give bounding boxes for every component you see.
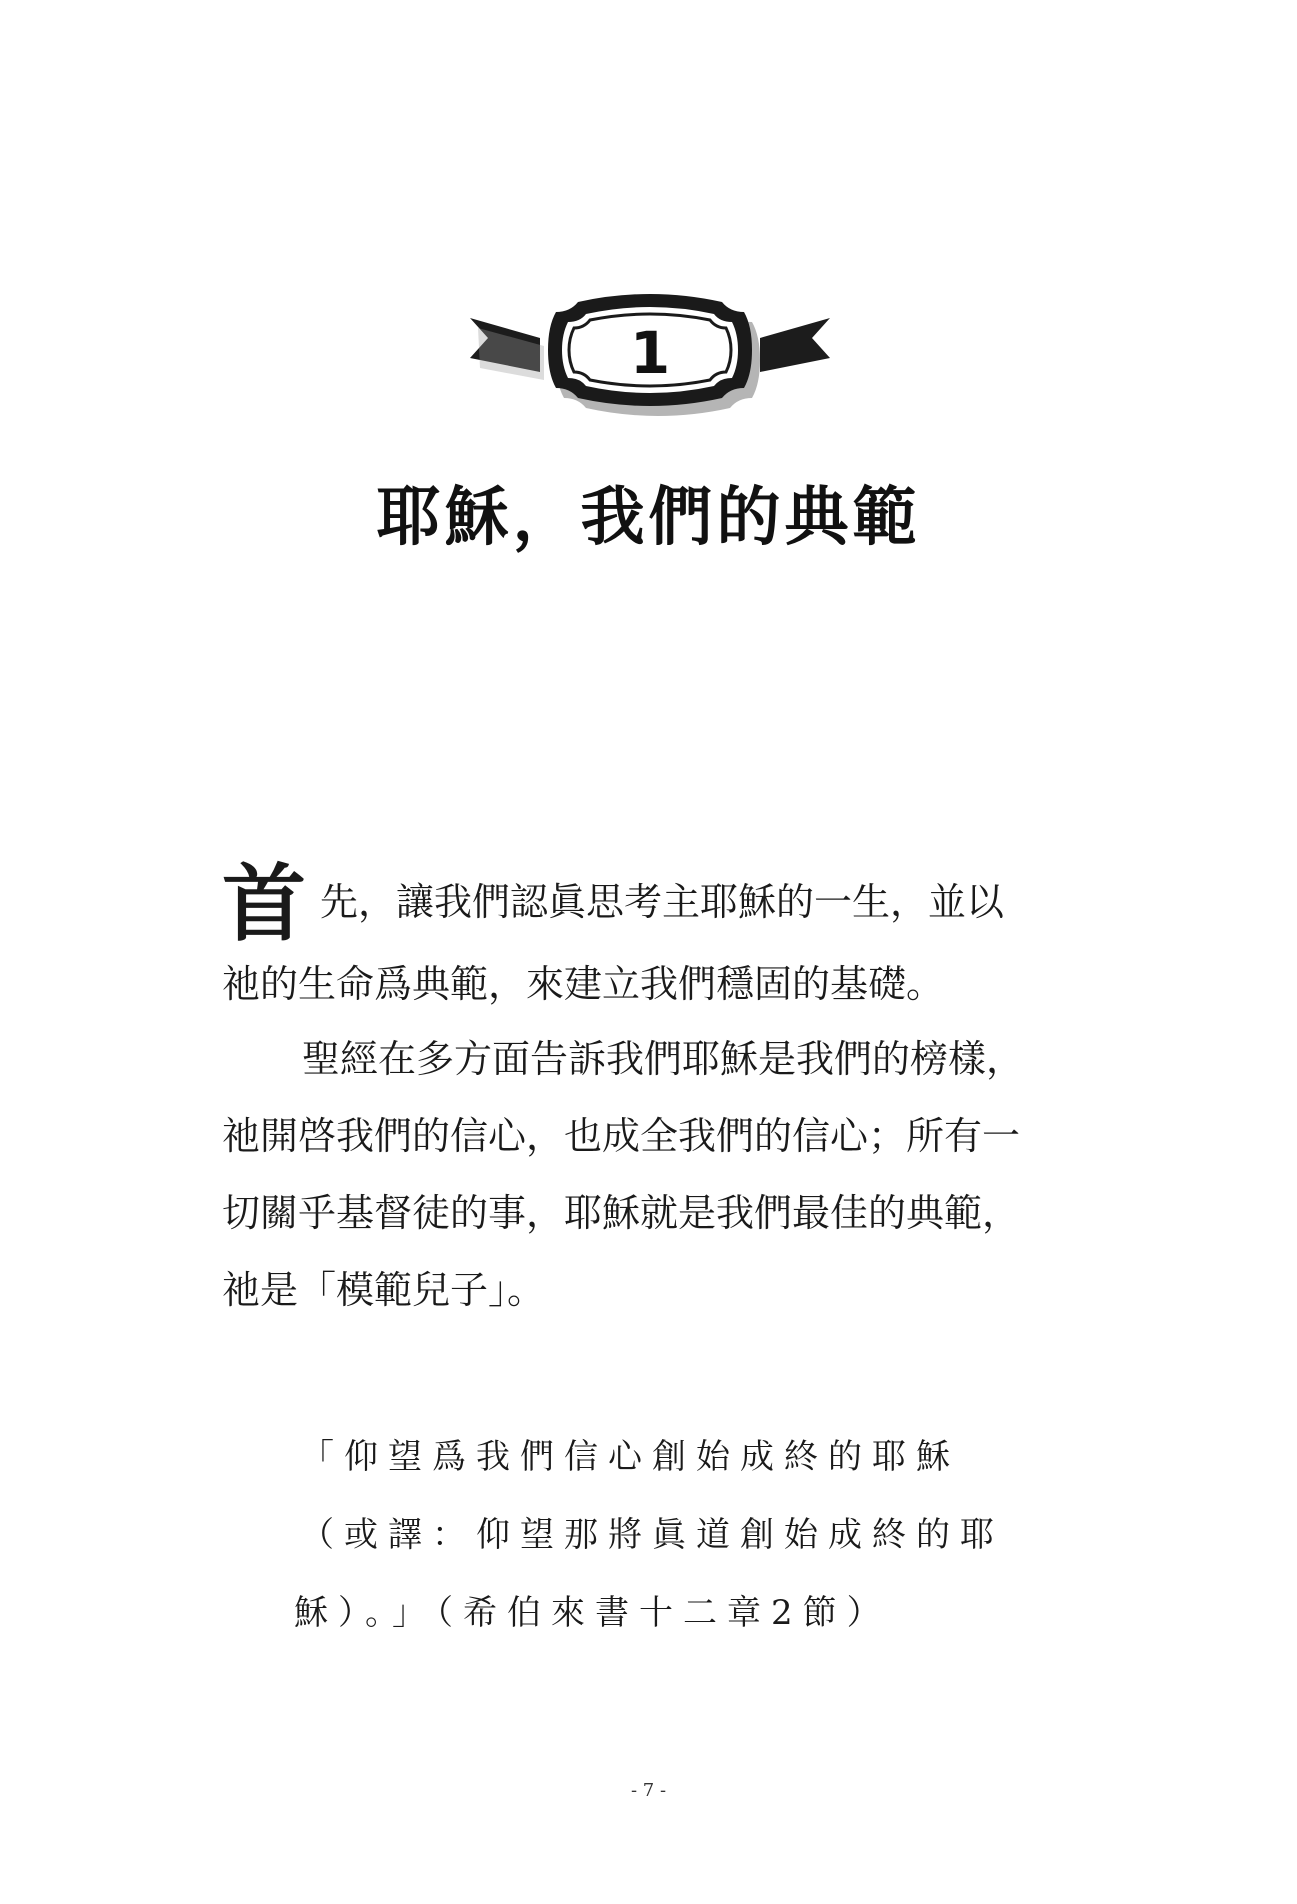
paragraph-1-line-1: 先，讓我們認眞思考主耶穌的一生，並以 — [320, 880, 1005, 924]
paragraph-2-line-2: 祂開啓我們的信心，也成全我們的信心；所有一 — [222, 1114, 1021, 1158]
paragraph-1 — [222, 854, 1092, 1023]
scripture-quote — [294, 1418, 1020, 1652]
chapter-number: 1 — [629, 319, 671, 387]
page-number: - 7 - — [630, 1780, 667, 1801]
paragraph-2-line-1: 聖經在多方面告訴我們耶穌是我們的榜樣， — [302, 1037, 1025, 1081]
drop-cap: 首 — [222, 854, 307, 953]
quote-line-2: （或譯：仰望那將眞道創始成終的耶 — [300, 1515, 1004, 1555]
paragraph-1-line-2: 祂的生命爲典範，來建立我們穩固的基礎。 — [222, 962, 945, 1006]
paragraph-2 — [222, 1021, 1092, 1329]
chapter-badge — [470, 280, 830, 420]
quote-line-3: 穌）。」（希伯來書十二章2節） — [294, 1593, 891, 1633]
paragraph-2-line-4: 祂是「模範兒子」。 — [222, 1268, 546, 1312]
chapter-title: 耶穌，我們的典範 — [376, 481, 921, 555]
quote-line-1: 「仰望爲我們信心創始成終的耶穌 — [300, 1437, 960, 1477]
paragraph-2-line-3: 切關乎基督徒的事，耶穌就是我們最佳的典範， — [222, 1191, 1021, 1235]
